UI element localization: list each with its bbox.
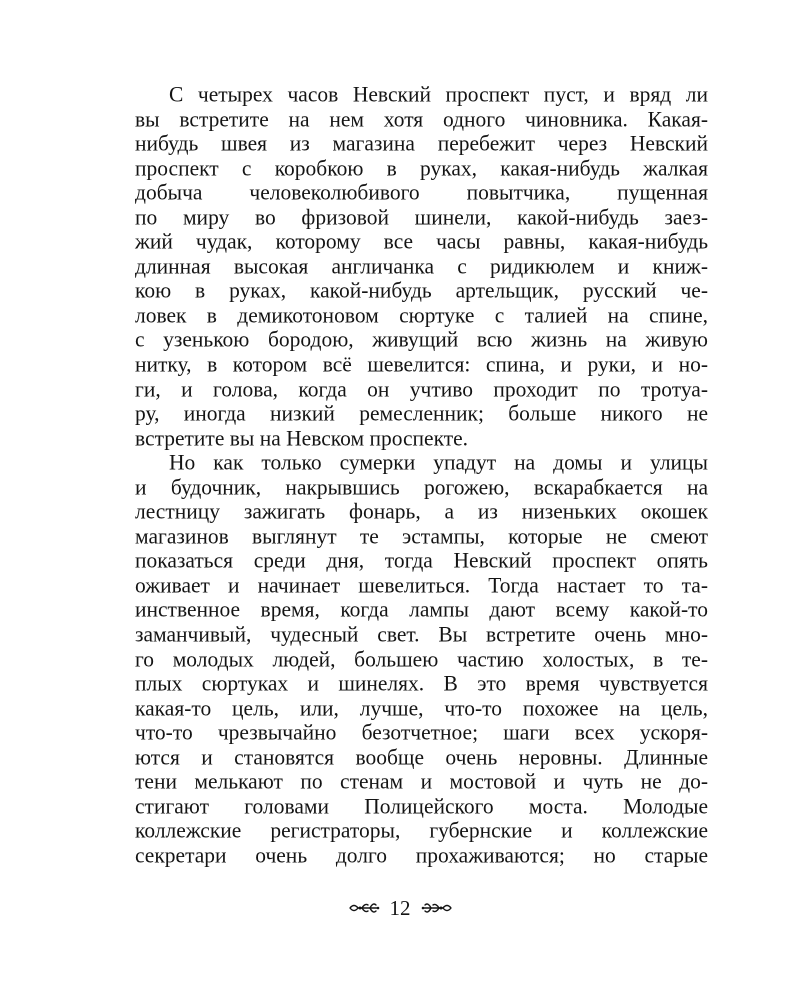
text-line: и будочник, накрывшись рогожею, вскарабкается на [135, 474, 708, 500]
text-line: инственное время, когда лампы дают всему какой-то [135, 596, 708, 622]
text-line: по миру во фризовой шинели, какой-нибудь заез- [135, 204, 708, 230]
text-line: длинная высокая англичанка с ридикюлем и книж- [135, 253, 708, 279]
text-line: Но как только сумерки упадут на домы и улицы [169, 449, 708, 475]
text-line: кою в руках, какой-нибудь артельщик, русский че- [135, 277, 708, 303]
text-line: оживает и начинает шевелиться. Тогда настает то та- [135, 572, 708, 598]
text-line: ги, и голова, когда он учтиво проходит по тротуа- [135, 376, 708, 402]
page-footer [0, 896, 800, 920]
text-line: коллежские регистраторы, губернские и коллежские [135, 817, 708, 843]
text-line: нибудь швея из магазина перебежит через Невский [135, 130, 708, 156]
text-line: лестницу зажигать фонарь, а из низеньких окошек [135, 498, 708, 524]
body-text [135, 82, 708, 868]
left-ornament-icon [348, 900, 380, 916]
text-line: плых сюртуках и шинелях. В это время чувствуется [135, 670, 708, 696]
text-line: показаться среди дня, тогда Невский проспект опять [135, 547, 708, 573]
text-line: ются и становятся вообще очень неровны. Длинные [135, 744, 708, 770]
right-ornament-icon [421, 900, 453, 916]
text-line: ру, иногда низкий ремесленник; больше никого не [135, 400, 708, 426]
text-line: проспект с коробкою в руках, какая-нибудь жалкая [135, 155, 708, 181]
text-line: тени мелькают по стенам и мостовой и чуть не до- [135, 768, 708, 794]
text-line: что-то чрезвычайно безотчетное; шаги всех ускоря- [135, 719, 708, 745]
text-line: ловек в демикотоновом сюртуке с талией на спине, [135, 302, 708, 328]
text-line: встретите вы на Невском проспекте. [135, 425, 469, 451]
text-line: нитку, в котором всё шевелится: спина, и руки, и но- [135, 351, 708, 377]
text-line: какая-то цель, или, лучше, что-то похожее на цель, [135, 695, 708, 721]
text-line: с узенькою бородою, живущий всю жизнь на живую [135, 326, 708, 352]
text-line: заманчивый, чудесный свет. Вы встретите очень мно- [135, 621, 708, 647]
text-line: стигают головами Полицейского моста. Молодые [135, 793, 708, 819]
text-line: го молодых людей, большею частию холостых, в те- [135, 646, 708, 672]
text-line: секретари очень долго прохаживаются; но старые [135, 842, 708, 868]
text-line: жий чудак, которому все часы равны, какая-нибудь [135, 228, 708, 254]
page-number: 12 [389, 896, 411, 920]
text-line: вы встретите на нем хотя одного чиновника. Какая- [135, 106, 708, 132]
text-line: магазинов выглянут те эстампы, которые не смеют [135, 523, 708, 549]
text-line: С четырех часов Невский проспект пуст, и вряд ли [169, 81, 708, 107]
text-line: добыча человеколюбивого повытчика, пущенная [135, 179, 708, 205]
